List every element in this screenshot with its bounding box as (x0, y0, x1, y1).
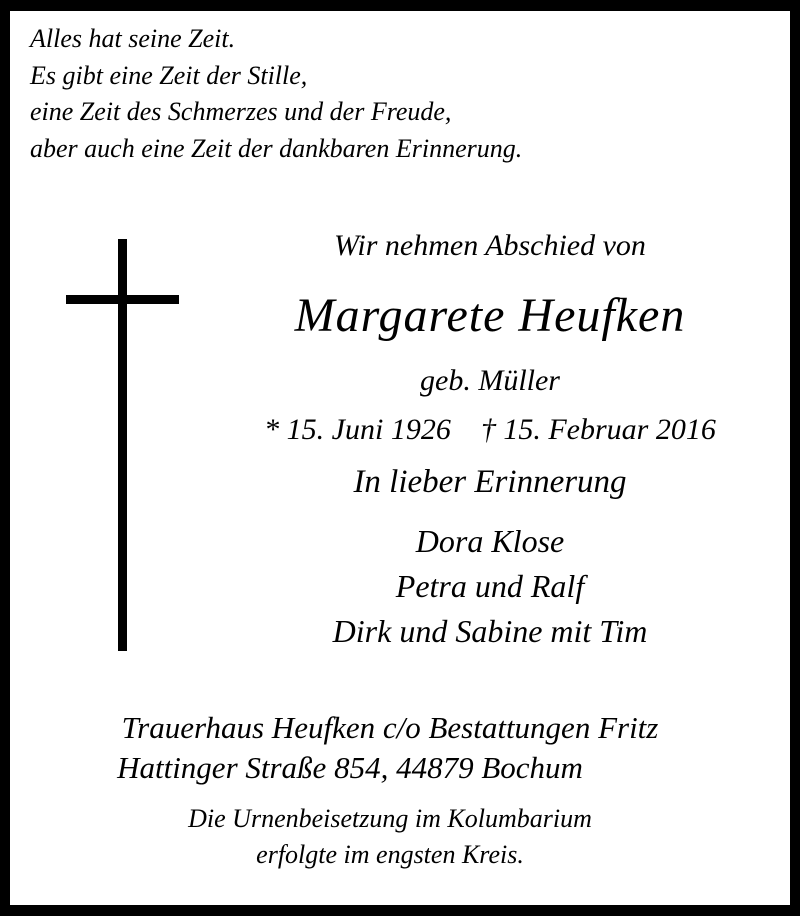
maiden-name: geb. Müller (420, 364, 560, 397)
address-line: Trauerhaus Heufken c/o Bestattungen Fritz (121, 710, 659, 745)
note-line: erfolgte im engsten Kreis. (256, 840, 524, 869)
obituary-card (10, 11, 790, 905)
poem-line: Es gibt eine Zeit der Stille, (30, 60, 308, 90)
family-member: Dirk und Sabine mit Tim (332, 613, 648, 649)
cross-horizontal-bar (66, 295, 179, 304)
poem-line: Alles hat seine Zeit. (30, 24, 236, 53)
note-line: Die Urnenbeisetzung im Kolumbarium (188, 804, 592, 833)
family-member: Petra und Ralf (395, 568, 585, 604)
mourning-address (10, 708, 770, 788)
birth-date: * 15. Juni 1926 (264, 413, 451, 446)
address-line: Hattinger Straße 854, 44879 Bochum (117, 750, 583, 785)
deceased-name: Margarete Heufken (294, 289, 686, 342)
death-date: † 15. Februar 2016 (480, 413, 716, 446)
poem-line: aber auch eine Zeit der dankbaren Erinnerung. (30, 133, 523, 163)
family-list (200, 519, 780, 654)
burial-note (10, 801, 770, 873)
poem-line: eine Zeit des Schmerzes und der Freude, (30, 97, 452, 126)
poem (30, 21, 522, 167)
intro-text: Wir nehmen Abschied von (334, 229, 646, 262)
life-dates (200, 413, 780, 447)
memory-line: In lieber Erinnerung (353, 464, 627, 500)
family-member: Dora Klose (415, 523, 565, 559)
